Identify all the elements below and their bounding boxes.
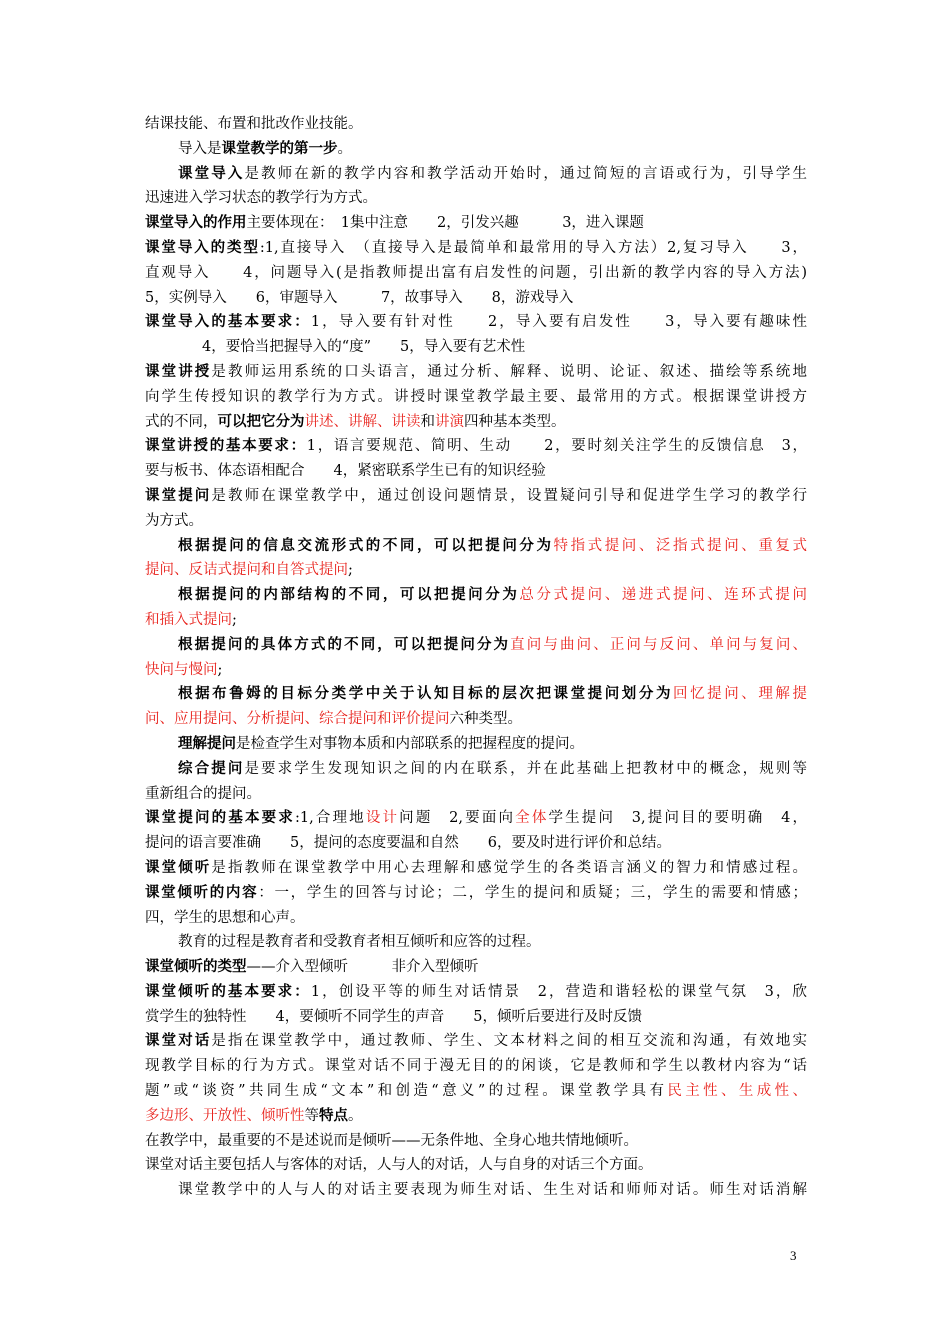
text-line <box>145 1129 807 1154</box>
bold-term: 根据提问的内部结构的不同，可以把提问分为 <box>178 586 520 604</box>
text-line <box>145 385 807 410</box>
text-line <box>145 856 807 881</box>
text-line <box>145 1079 807 1104</box>
page-number: 3 <box>790 1248 797 1263</box>
text-line <box>145 955 807 980</box>
text-line <box>145 509 807 534</box>
text-line <box>145 633 807 658</box>
text-run: 六种类型。 <box>449 711 522 728</box>
text-line <box>145 1005 807 1030</box>
bold-term: 理解提问 <box>178 734 236 752</box>
text-line <box>145 236 807 261</box>
text-line <box>145 1029 807 1054</box>
bold-term: 根据布鲁姆的目标分类学中关于认知目标的层次把课堂提问划分为 <box>178 685 674 703</box>
text-run: 主要体现在： 1集中注意 2，引发兴趣 3，进入课题 <box>246 215 644 232</box>
text-run: 迅速进入学习状态的教学行为方式。 <box>145 190 377 207</box>
text-run: 。 <box>348 1107 363 1124</box>
text-run: :1,合理地 <box>294 810 366 827</box>
text-run: 课堂对话主要包括人与客体的对话，人与人的对话，人与自身的对话三个方面。 <box>145 1157 653 1174</box>
text-line <box>145 1054 807 1079</box>
text-line <box>145 682 807 707</box>
bold-term: 课堂倾听 <box>145 858 212 876</box>
bold-term: 特点 <box>319 1106 348 1124</box>
text-line <box>145 335 807 360</box>
text-run: 题”或“谈资”共同生成“文本”和创造“意义”的过程。课堂教学具有 <box>145 1083 668 1100</box>
bold-term: 课堂导入的类型 <box>145 238 260 256</box>
bold-term: 根据提问的信息交流形式的不同，可以把提问分为 <box>178 536 554 554</box>
bold-term: 课堂讲授 <box>145 362 212 380</box>
text-line <box>145 1178 807 1203</box>
bold-term: 根据提问的具体方式的不同，可以把提问分为 <box>178 635 511 653</box>
text-run: 提问的语言要准确 5，提问的态度要温和自然 6，要及时进行评价和总结。 <box>145 835 671 852</box>
text-run: 是教师在新的教学内容和教学活动开始时，通过简短的言语或行为，引导学生 <box>244 165 808 182</box>
bold-term: 课堂导入 <box>178 164 245 182</box>
bold-term: 课堂倾听的类型 <box>145 958 247 976</box>
text-line <box>145 881 807 906</box>
text-run: 是指教师在课堂教学中用心去理解和感觉学生的各类语言涵义的智力和情感过程。 <box>211 859 808 876</box>
text-run: 教育的过程是教育者和受教育者相互倾听和应答的过程。 <box>178 934 541 951</box>
text-line <box>145 1153 807 1178</box>
bold-term: 综合提问 <box>178 759 245 777</box>
text-run: ; <box>232 611 237 628</box>
text-run: 。 <box>337 140 352 157</box>
text-line <box>145 186 807 211</box>
text-run: 是要求学生发现知识之间的内在联系，并在此基础上把教材中的概念，规则等 <box>244 760 808 777</box>
text-line <box>145 906 807 931</box>
text-line <box>145 782 807 807</box>
text-run: 学生提问 3,提问目的要明确 4， <box>548 810 807 827</box>
text-line <box>145 360 807 385</box>
highlighted-text: 讲述、讲解、讲读 <box>304 413 421 430</box>
text-run: 1，语言要规范、简明、生动 2，要时刻关注学生的反馈信息 3， <box>306 438 807 455</box>
text-line <box>145 732 807 757</box>
highlighted-text: 问、应用提问、分析提问、综合提问和评价提问 <box>145 711 450 728</box>
text-line <box>145 162 807 187</box>
bold-term: 课堂导入的基本要求： <box>145 313 311 331</box>
bold-term: 课堂提问 <box>145 486 212 504</box>
text-line <box>145 658 807 683</box>
text-run: 是教师在课堂教学中，通过创设问题情景，设置疑问引导和促进学生学习的教学行 <box>211 487 808 504</box>
text-line <box>145 261 807 286</box>
highlighted-text: 提问、反诘式提问和自答式提问 <box>145 562 348 579</box>
text-run: 直观导入 4，问题导入(是指教师提出富有启发性的问题，引出新的教学内容的导入方法) <box>145 264 807 281</box>
text-line <box>145 583 807 608</box>
text-line <box>145 484 807 509</box>
highlighted-text: 和插入式提问 <box>145 611 232 628</box>
highlighted-text: 总分式提问、递进式提问、连环式提问 <box>519 587 808 604</box>
text-run: 是指在课堂教学中，通过教师、学生、文本材料之间的相互交流和沟通，有效地实 <box>211 1033 808 1050</box>
highlighted-text: 特指式提问、泛指式提问、重复式 <box>553 537 808 554</box>
text-run: 四，学生的思想和心声。 <box>145 909 305 926</box>
highlighted-text: 直问与曲问、正问与反问、单问与复问、 <box>510 636 808 653</box>
bold-term: 课堂提问的基本要求 <box>145 809 295 827</box>
text-run: 式的不同， <box>145 413 218 430</box>
text-run: 为方式。 <box>145 512 203 529</box>
text-line <box>145 1104 807 1129</box>
text-line <box>145 310 807 335</box>
text-run: 4，要恰当把握导入的“度” 5，导入要有艺术性 <box>202 339 526 356</box>
text-line <box>145 459 807 484</box>
text-line <box>145 137 807 162</box>
text-run: ——介入型倾听 非介入型倾听 <box>246 959 479 976</box>
text-run: 和 <box>420 413 435 430</box>
bold-term: 可以把它分为 <box>217 412 305 430</box>
bold-term: 课堂对话 <box>145 1032 212 1050</box>
highlighted-text: 设计 <box>365 810 400 827</box>
text-run: 课堂教学中的人与人的对话主要表现为师生对话、生生对话和师师对话。师生对话消解 <box>178 1182 807 1199</box>
text-run: ; <box>217 661 223 678</box>
text-line <box>145 286 807 311</box>
text-run: 向学生传授知识的教学行为方式。讲授时课堂教学最主要、最常用的方式。根据课堂讲授方 <box>145 388 807 405</box>
text-line <box>145 534 807 559</box>
text-run: 结课技能、布置和批改作业技能。 <box>145 116 363 132</box>
document-body <box>145 112 807 1203</box>
highlighted-text: 快问与慢问 <box>145 661 218 678</box>
highlighted-text: 多边形、开放性、倾听性 <box>145 1107 305 1124</box>
text-run: :1,直接导入 （直接导入是最简单和最常用的导入方法）2,复习导入 3， <box>259 239 808 256</box>
text-run: 等 <box>304 1107 319 1124</box>
text-run: 导入是 <box>178 140 222 157</box>
text-line <box>145 434 807 459</box>
text-line <box>145 608 807 633</box>
text-run: ：一，学生的回答与讨论；二，学生的提问和质疑；三，学生的需要和情感； <box>258 884 807 901</box>
bold-term: 课堂教学的第一步 <box>221 139 338 157</box>
text-line <box>145 930 807 955</box>
text-line <box>145 980 807 1005</box>
bold-term: 课堂倾听的内容 <box>145 883 259 901</box>
bold-term: 课堂导入的作用 <box>145 214 247 232</box>
text-run: 问题 2,要面向 <box>399 810 516 827</box>
text-run: 是教师运用系统的口头语言，通过分析、解释、说明、论证、叙述、描绘等系统地 <box>211 363 808 380</box>
text-line <box>145 112 807 137</box>
text-run: 1，导入要有针对性 2，导入要有启发性 3，导入要有趣味性 <box>310 314 807 331</box>
text-line <box>145 410 807 435</box>
text-run: 1，创设平等的师生对话情景 2，营造和谐轻松的课堂气氛 3，欣 <box>310 983 807 1000</box>
text-line <box>145 806 807 831</box>
highlighted-text: 民主性、生成性、 <box>667 1083 807 1100</box>
highlighted-text: 全体 <box>515 810 549 827</box>
bold-term: 课堂倾听的基本要求： <box>145 982 311 1000</box>
text-line <box>145 831 807 856</box>
text-line <box>145 757 807 782</box>
text-run: 是检查学生对事物本质和内部联系的把握程度的提问。 <box>236 735 584 752</box>
text-run: 四种基本类型。 <box>464 413 566 430</box>
bold-term: 课堂讲授的基本要求： <box>145 437 307 455</box>
text-run: 在教学中，最重要的不是述说而是倾听——无条件地、全身心地共情地倾听。 <box>145 1132 638 1149</box>
text-run: 现教学目标的行为方式。课堂对话不同于漫无目的的闲谈，它是教师和学生以教材内容为“话 <box>145 1058 807 1075</box>
text-line <box>145 211 807 236</box>
text-run: 重新组合的提问。 <box>145 785 261 802</box>
text-run: 要与板书、体态语相配合 4，紧密联系学生已有的知识经验 <box>145 463 546 480</box>
text-run: ; <box>348 562 353 579</box>
text-run: 5，实例导入 6，审题导入 7，故事导入 8，游戏导入 <box>145 289 574 306</box>
highlighted-text: 讲演 <box>435 413 464 430</box>
text-line <box>145 558 807 583</box>
text-line <box>145 707 807 732</box>
highlighted-text: 回忆提问、理解提 <box>673 686 808 703</box>
text-run: 赏学生的独特性 4，要倾听不同学生的声音 5，倾听后要进行及时反馈 <box>145 1008 642 1025</box>
